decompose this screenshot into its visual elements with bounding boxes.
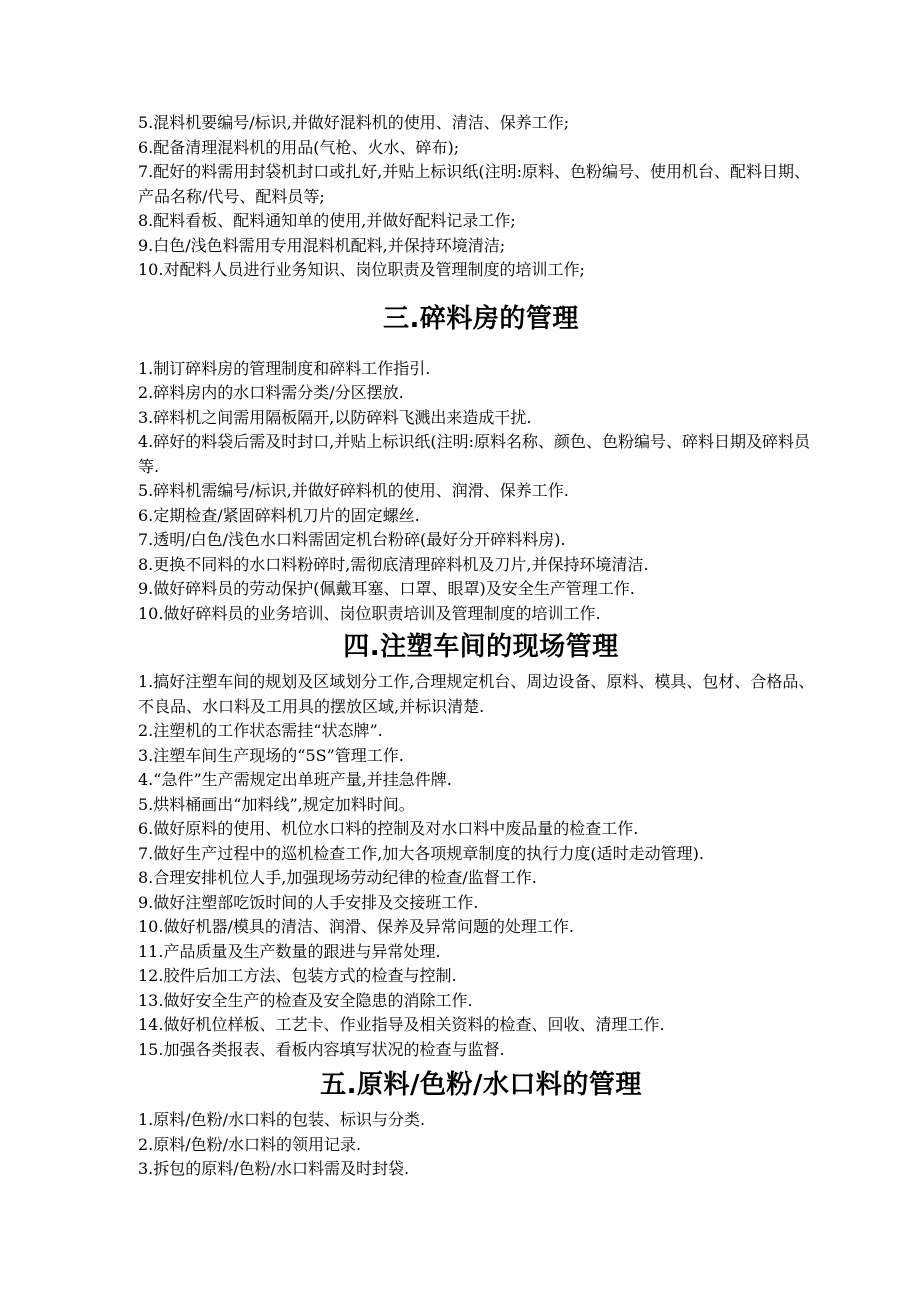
list-item: 2.原料/色粉/水口料的领用记录. — [138, 1134, 362, 1154]
section-title: 四.注塑车间的现场管理 — [343, 632, 619, 662]
list-item: 3.碎料机之间需用隔板隔开,以防碎料飞溅出来造成干扰. — [138, 407, 532, 427]
list-item: 1.制订碎料房的管理制度和碎料工作指引. — [138, 358, 431, 378]
list-item: 11.产品质量及生产数量的跟进与异常处理. — [138, 941, 441, 961]
list-item: 5.混料机要编号/标识,并做好混料机的使用、清洁、保养工作; — [138, 113, 570, 132]
list-item: 6.配备清理混料机的用品(气枪、火水、碎布); — [138, 137, 460, 157]
list-item: 8.更换不同料的水口料粉碎时,需彻底清理碎料机及刀片,并保持环境清洁. — [138, 554, 649, 574]
section-title: 五.原料/色粉/水口料的管理 — [320, 1070, 642, 1100]
list-item: 12.胶件后加工方法、包装方式的检查与控制. — [138, 966, 457, 985]
list-item: 2.碎料房内的水口料需分类/分区摆放. — [138, 383, 404, 402]
list-item: 3.拆包的原料/色粉/水口料需及时封袋. — [138, 1159, 410, 1178]
list-item: 2.注塑机的工作状态需挂“状态牌”. — [138, 721, 383, 740]
list-item: 10.对配料人员进行业务知识、岗位职责及管理制度的培训工作; — [138, 260, 585, 279]
list-item: 8.合理安排机位人手,加强现场劳动纪律的检查/监督工作. — [138, 868, 537, 887]
list-item: 14.做好机位样板、工艺卡、作业指导及相关资料的检查、回收、清理工作. — [138, 1015, 665, 1034]
list-item: 8.配料看板、配料通知单的使用,并做好配料记录工作; — [138, 211, 516, 230]
list-item: 4.“急件”生产需规定出单班产量,并挂急件牌. — [138, 770, 452, 789]
list-item: 7.配好的料需用封袋机封口或扎好,并贴上标识纸(注明:原料、色粉编号、使用机台、配料日期、产品名称/代号、配料员等; — [138, 162, 810, 206]
list-item: 10.做好机器/模具的清洁、润滑、保养及异常问题的处理工作. — [138, 917, 574, 936]
list-item: 5.碎料机需编号/标识,并做好碎料机的使用、润滑、保养工作. — [138, 481, 569, 500]
section-2-continued — [138, 111, 824, 283]
list-item: 1.搞好注塑车间的规划及区域划分工作,合理规定机台、周边设备、原料、模具、包材、合格品、不良品、水口料及工用具的摆放区域,并标识清楚. — [138, 672, 815, 716]
list-item: 7.透明/白色/浅色水口料需固定机台粉碎(最好分开碎料料房). — [138, 530, 566, 549]
list-item: 9.做好注塑部吃饭时间的人手安排及交接班工作. — [138, 892, 479, 912]
list-item: 15.加强各类报表、看板内容填写状况的检查与监督. — [138, 1039, 505, 1059]
list-item: 9.做好碎料员的劳动保护(佩戴耳塞、口罩、眼罩)及安全生产管理工作. — [138, 579, 635, 598]
list-item: 13.做好安全生产的检查及安全隐患的消除工作. — [138, 990, 473, 1010]
section-title: 三.碎料房的管理 — [383, 303, 579, 334]
list-item: 7.做好生产过程中的巡机检查工作,加大各项规章制度的执行力度(适时走动管理). — [138, 843, 704, 863]
list-item: 9.白色/浅色料需用专用混料机配料,并保持环境清洁; — [138, 235, 506, 255]
document-page — [138, 111, 824, 1182]
section-5 — [138, 1068, 824, 1182]
section-3 — [138, 303, 824, 627]
list-item: 4.碎好的料袋后需及时封口,并贴上标识纸(注明:原料名称、颜色、色粉编号、碎料日期及碎料员等. — [138, 432, 810, 476]
list-item: 5.烘料桶画出“加料线”,规定加料时间。 — [138, 794, 415, 814]
list-item: 10.做好碎料员的业务培训、岗位职责培训及管理制度的培训工作. — [138, 603, 601, 623]
section-4 — [138, 630, 824, 1062]
list-item: 3.注塑车间生产现场的“5S”管理工作. — [138, 745, 404, 765]
list-item: 6.定期检查/紧固碎料机刀片的固定螺丝. — [138, 505, 420, 525]
list-item: 1.原料/色粉/水口料的包装、标识与分类. — [138, 1110, 426, 1129]
list-item: 6.做好原料的使用、机位水口料的控制及对水口料中废品量的检查工作. — [138, 819, 639, 838]
